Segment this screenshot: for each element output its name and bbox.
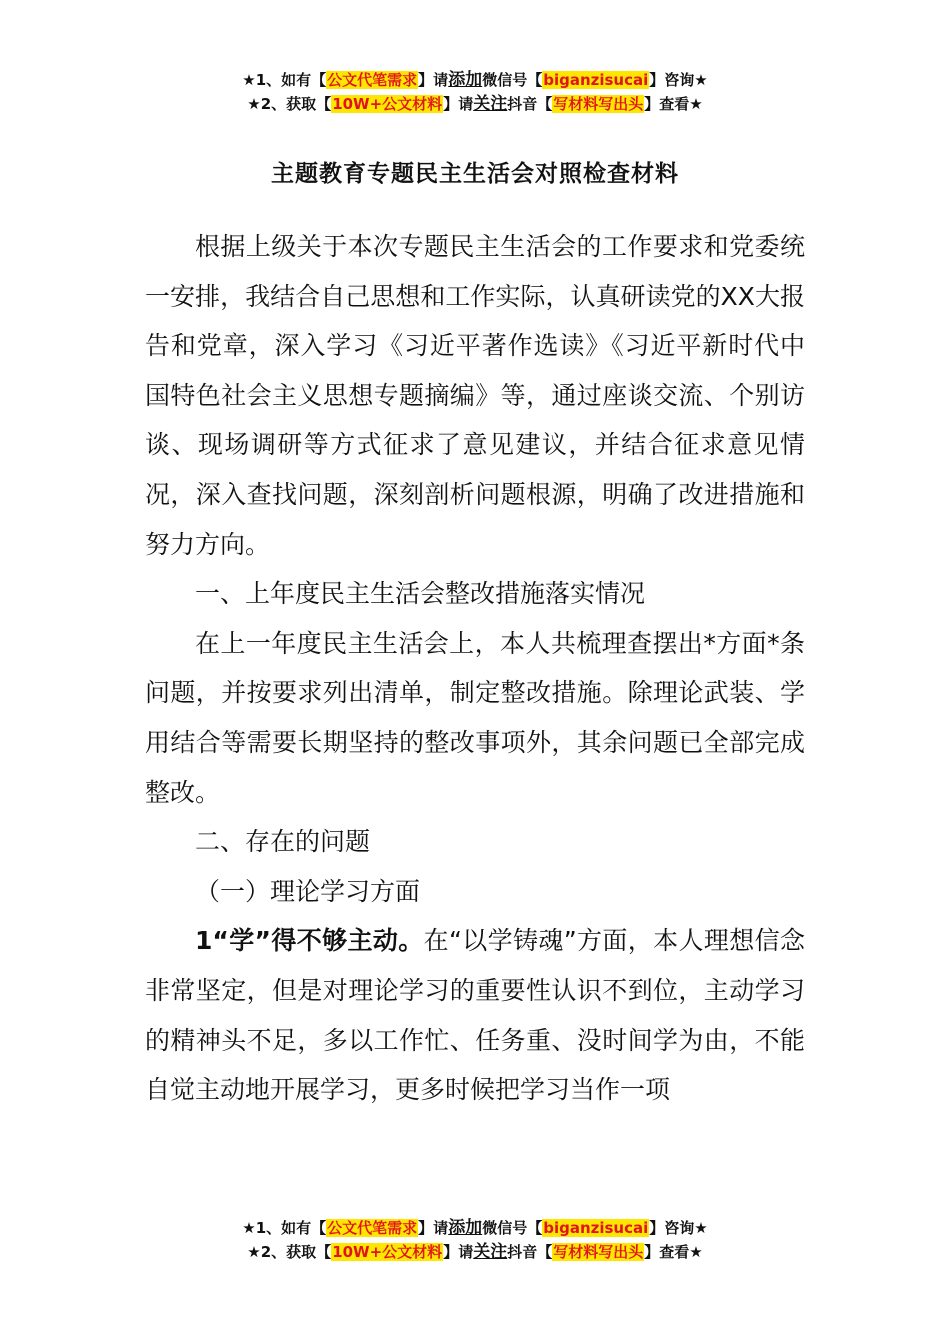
notice-emphasis: 关注	[473, 94, 508, 114]
notice-text: 微信号【	[482, 1219, 543, 1237]
notice-text: 抖音【	[507, 95, 553, 113]
notice-text: 】请	[418, 1219, 449, 1237]
notice-text: 】咨询★	[649, 1219, 708, 1237]
notice-text: 】查看★	[644, 1243, 703, 1261]
problem-1-heading: 1“学”得不够主动。	[195, 926, 424, 956]
paragraph-rectification: 在上一年度民主生活会上，本人共梳理查摆出*方面*条问题，并按要求列出清单，制定整改措施。除理论武装、学用结合等需要长期坚持的整改事项外，其余问题已全部完成整改。	[145, 628, 805, 807]
notice-text: ★2、获取【	[247, 95, 332, 113]
notice-line-1	[0, 68, 950, 92]
highlight-douyin: 写材料写出头	[553, 1243, 644, 1261]
paragraph-problem-1	[145, 916, 805, 1114]
highlight-wechat-id: biganzisucai	[543, 1219, 649, 1237]
paragraph-intro: 根据上级关于本次专题民主生活会的工作要求和党委统一安排，我结合自己思想和工作实际，认真研读党的XX大报告和党章，深入学习《习近平著作选读》《习近平新时代中国特色社会主义思想专题摘编》等，通过座谈交流、个别访谈、现场调研等方式征求了意见建议，并结合征求意见情况，深入查找问题，深刻剖析问题根源，明确了改进措施和努力方向。	[145, 232, 805, 559]
notice-line-2	[0, 1240, 950, 1264]
highlight-materials: 10W+公文材料	[332, 95, 443, 113]
highlight-wechat-id: biganzisucai	[543, 71, 649, 89]
notice-text: ★1、如有【	[242, 1219, 327, 1237]
header-notice	[0, 68, 950, 116]
notice-text: 】请	[418, 71, 449, 89]
notice-text: 】咨询★	[649, 71, 708, 89]
highlight-douyin: 写材料写出头	[553, 95, 644, 113]
notice-text: ★2、获取【	[247, 1243, 332, 1261]
section-heading-2: 二、存在的问题	[195, 827, 371, 857]
document-body	[145, 222, 805, 1115]
notice-text: 抖音【	[507, 1243, 553, 1261]
notice-text: 】请	[443, 95, 474, 113]
footer-notice	[0, 1216, 950, 1264]
section-heading-1: 一、上年度民主生活会整改措施落实情况	[195, 579, 646, 609]
notice-text: 】请	[443, 1243, 474, 1261]
notice-emphasis: 添加	[448, 70, 483, 90]
highlight-service: 公文代笔需求	[327, 71, 418, 89]
notice-emphasis: 添加	[448, 1218, 483, 1238]
notice-line-1	[0, 1216, 950, 1240]
notice-text: ★1、如有【	[242, 71, 327, 89]
notice-emphasis: 关注	[473, 1242, 508, 1262]
subsection-heading: （一）理论学习方面	[195, 876, 421, 906]
document-title: 主题教育专题民主生活会对照检查材料	[271, 161, 679, 187]
notice-text: 微信号【	[482, 71, 543, 89]
highlight-service: 公文代笔需求	[327, 1219, 418, 1237]
highlight-materials: 10W+公文材料	[332, 1243, 443, 1261]
problem-1-text: 在“以学铸魂”方面，本人理想信念非常坚定，但是对理论学习的重要性认识不到位，主动学习的精神头不足，多以工作忙、任务重、没时间学为由，不能自觉主动地开展学习，更多时候把学习当作一项	[145, 926, 806, 1105]
notice-text: 】查看★	[644, 95, 703, 113]
notice-line-2	[0, 92, 950, 116]
